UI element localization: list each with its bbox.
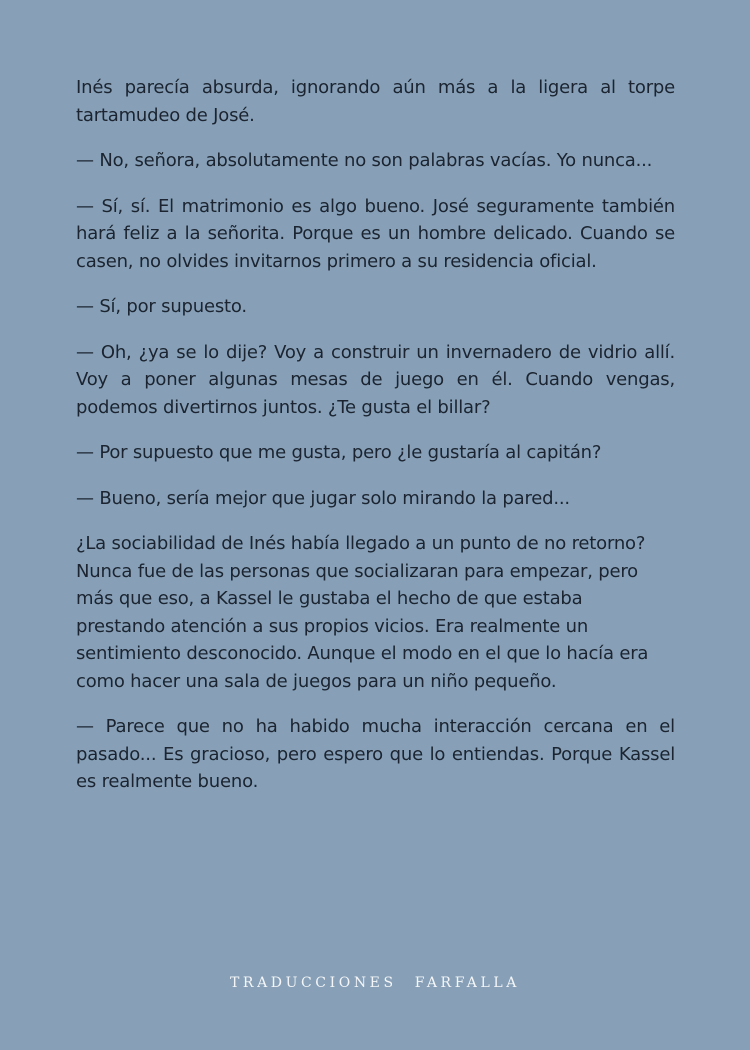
paragraph-7: — Bueno, sería mejor que jugar solo mirando la pared... <box>76 487 570 509</box>
paragraph-8: ¿La sociabilidad de Inés había llegado a un punto de no retorno? Nunca fue de las personas que socializaran para empezar, pero más que eso, a Kassel le gustaba el hecho de que estaba prestando atención a sus propios vicios. Era realmente un sentimiento desconocido. Aunque el modo en el que lo hacía era como hacer una sala de juegos para un niño pequeño. <box>76 533 649 692</box>
paragraph-3: — Sí, sí. El matrimonio es algo bueno. José seguramente también hará feliz a la señorita. Porque es un hombre delicado. Cuando se casen, no olvides invitarnos primero a su residencia oficial. <box>76 195 675 272</box>
paragraph-4: — Sí, por supuesto. <box>76 296 247 317</box>
page-body <box>76 74 675 814</box>
paragraph-1: Inés parecía absurda, ignorando aún más a la ligera al torpe tartamudeo de José. <box>76 77 675 126</box>
page-footer: TRADUCCIONES FARFALLA <box>229 975 520 991</box>
paragraph-5: — Oh, ¿ya se lo dije? Voy a construir un invernadero de vidrio allí. Voy a poner algunas mesas de juego en él. Cuando vengas, podemos divertirnos juntos. ¿Te gusta el billar? <box>76 341 675 418</box>
paragraph-6: — Por supuesto que me gusta, pero ¿le gustaría al capitán? <box>76 442 602 463</box>
paragraph-9: — Parece que no ha habido mucha interacción cercana en el pasado... Es gracioso, pero espero que lo entiendas. Porque Kassel es realmente bueno. <box>76 716 675 792</box>
paragraph-2: — No, señora, absolutamente no son palabras vacías. Yo nunca... <box>76 150 653 171</box>
